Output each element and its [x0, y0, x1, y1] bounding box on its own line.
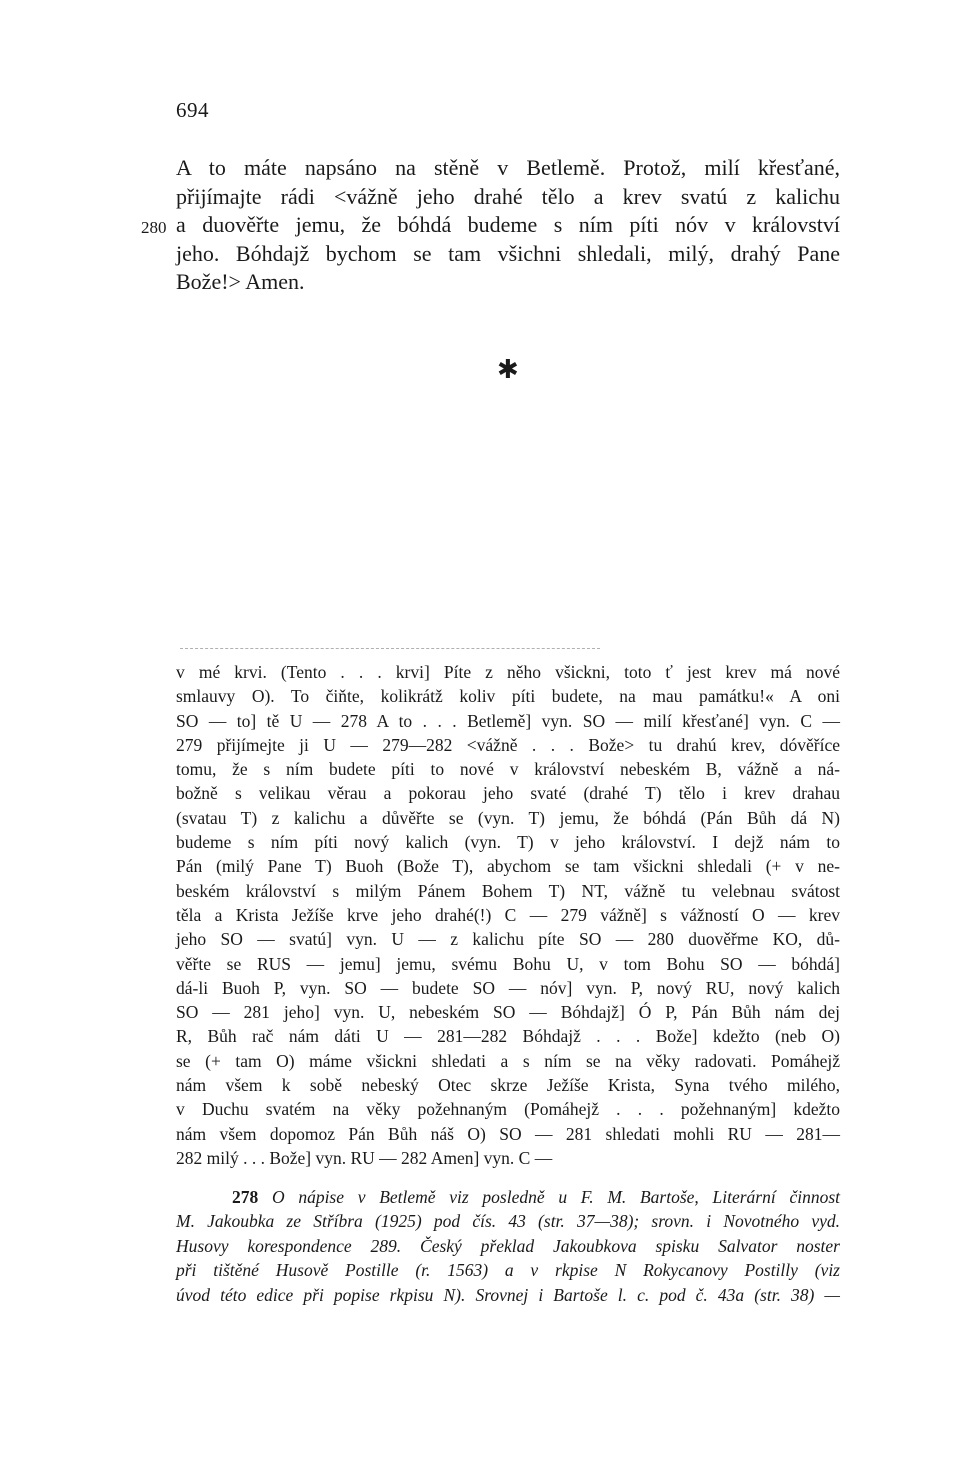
footnote-line: úvod této edice při popise rkpisu N). Srovnej i Bartoše l. c. pod č. 43a (str. 38) —	[176, 1284, 840, 1305]
apparatus-line: R, Bůh rač nám dáti U — 281—282 Bóhdajž . . . Bože] kdežto (neb O)	[176, 1026, 840, 1047]
main-text-line: přijímajte rádi <vážně jeho drahé tělo a krev svatú z kalichu	[176, 183, 840, 209]
apparatus-line: nám všem k sobě nebeský Otec skrze Ježíše Krista, Syna tvého milého,	[176, 1075, 840, 1096]
main-text-line: A to máte napsáno na stěně v Betlemě. Protož, milí křesťané,	[176, 155, 840, 180]
footnote-line	[176, 1185, 840, 1209]
main-text	[141, 154, 840, 297]
apparatus-line: 282 milý . . . Bože] vyn. RU — 282 Amen] vyn. C —	[176, 1147, 553, 1168]
main-text-line: Bože!> Amen.	[176, 269, 305, 294]
main-text-line: jeho. Bóhdajž bychom se tam všichni shledali, milý, drahý Pane	[176, 240, 840, 266]
apparatus-line: v mé krvi. (Tento . . . krvi] Píte z něho všickni, toto ť jest krev má nové	[176, 662, 840, 682]
footnote-number: 278	[232, 1187, 259, 1207]
apparatus-rule	[180, 648, 600, 649]
main-text-line: a duověřte jemu, že bóhdá budeme s ním píti nóv v království	[176, 212, 840, 237]
footnote-text: O nápise v Betlemě viz posledně u F. M. Bartoše, Literární činnost	[271, 1187, 840, 1207]
apparatus-line: beském království s milým Pánem Bohem T) NT, vážně tu velebnau svátost	[176, 880, 840, 901]
apparatus-line: SO — 281 jeho] vyn. U, nebeském SO — Bóhdajž] Ó P, Pán Bůh nám dej	[176, 1002, 840, 1023]
section-star-mark: ✱	[497, 355, 519, 384]
footnote	[176, 1185, 840, 1307]
apparatus-line: 279 přijímejte ji U — 279—282 <vážně . . . Bože> tu drahú krev, dóvěříce	[176, 734, 840, 755]
critical-apparatus	[176, 660, 840, 1170]
apparatus-line: božně s velikau věrau a pokorau jeho svaté (drahé T) tělo i krev drahau	[176, 783, 840, 804]
apparatus-line: tomu, že s ním budete píti to nové v království nebeském B, vážně a ná-	[176, 759, 840, 780]
apparatus-line: budeme s ním píti nový kalich (vyn. T) v jeho království. I dejž nám to	[176, 832, 840, 853]
apparatus-line: dá-li Buoh P, vyn. SO — budete SO — nóv] vyn. P, nový RU, nový kalich	[176, 977, 840, 998]
apparatus-line: se (+ tam O) máme všickni shledati a s ním se na věky radovati. Pomáhejž	[176, 1050, 840, 1071]
apparatus-line: SO — to] tě U — 278 A to . . . Betlemě] vyn. SO — milí křesťané] vyn. C —	[176, 710, 840, 731]
apparatus-line: (svatau T) z kalichu a důvěřte se (vyn. T) jemu, že bóhdá (Pán Bůh dá N)	[176, 807, 840, 828]
apparatus-line: těla a Krista Ježíše krve jeho drahé(!) C — 279 vážně] s vážností O — krev	[176, 904, 840, 925]
footnote-line: M. Jakoubka ze Stříbra (1925) pod čís. 43 (str. 37—38); srovn. i Novotného vyd.	[176, 1211, 840, 1232]
apparatus-line: věřte se RUS — jemu] jemu, svému Bohu U, v tom Bohu SO — bóhdá]	[176, 953, 840, 974]
apparatus-line: v Duchu svatém na věky požehnaným (Pomáhejž . . . požehnaným] kdežto	[176, 1099, 840, 1120]
line-number: 280	[141, 218, 167, 237]
page-number: 694	[176, 98, 209, 122]
apparatus-line: nám všem dopomoz Pán Bůh náš O) SO — 281 shledati mohli RU — 281—	[176, 1123, 840, 1144]
footnote-line: při tištěné Husově Postille (r. 1563) a v rkpise N Rokycanovy Postilly (viz	[176, 1260, 840, 1281]
apparatus-line: jeho SO — svatú] vyn. U — z kalichu píte SO — 280 duověřme KO, dů-	[176, 929, 840, 950]
apparatus-line: smlauvy O). To čiňte, kolikrátž koliv píti budete, na mau památku!« A oni	[176, 686, 840, 707]
apparatus-line: Pán (milý Pane T) Buoh (Bože T), abychom se tam všickni shledali (+ v ne-	[176, 856, 840, 877]
footnote-line: Husovy korespondence 289. Český překlad Jakoubkova spisku Salvator noster	[176, 1235, 840, 1256]
